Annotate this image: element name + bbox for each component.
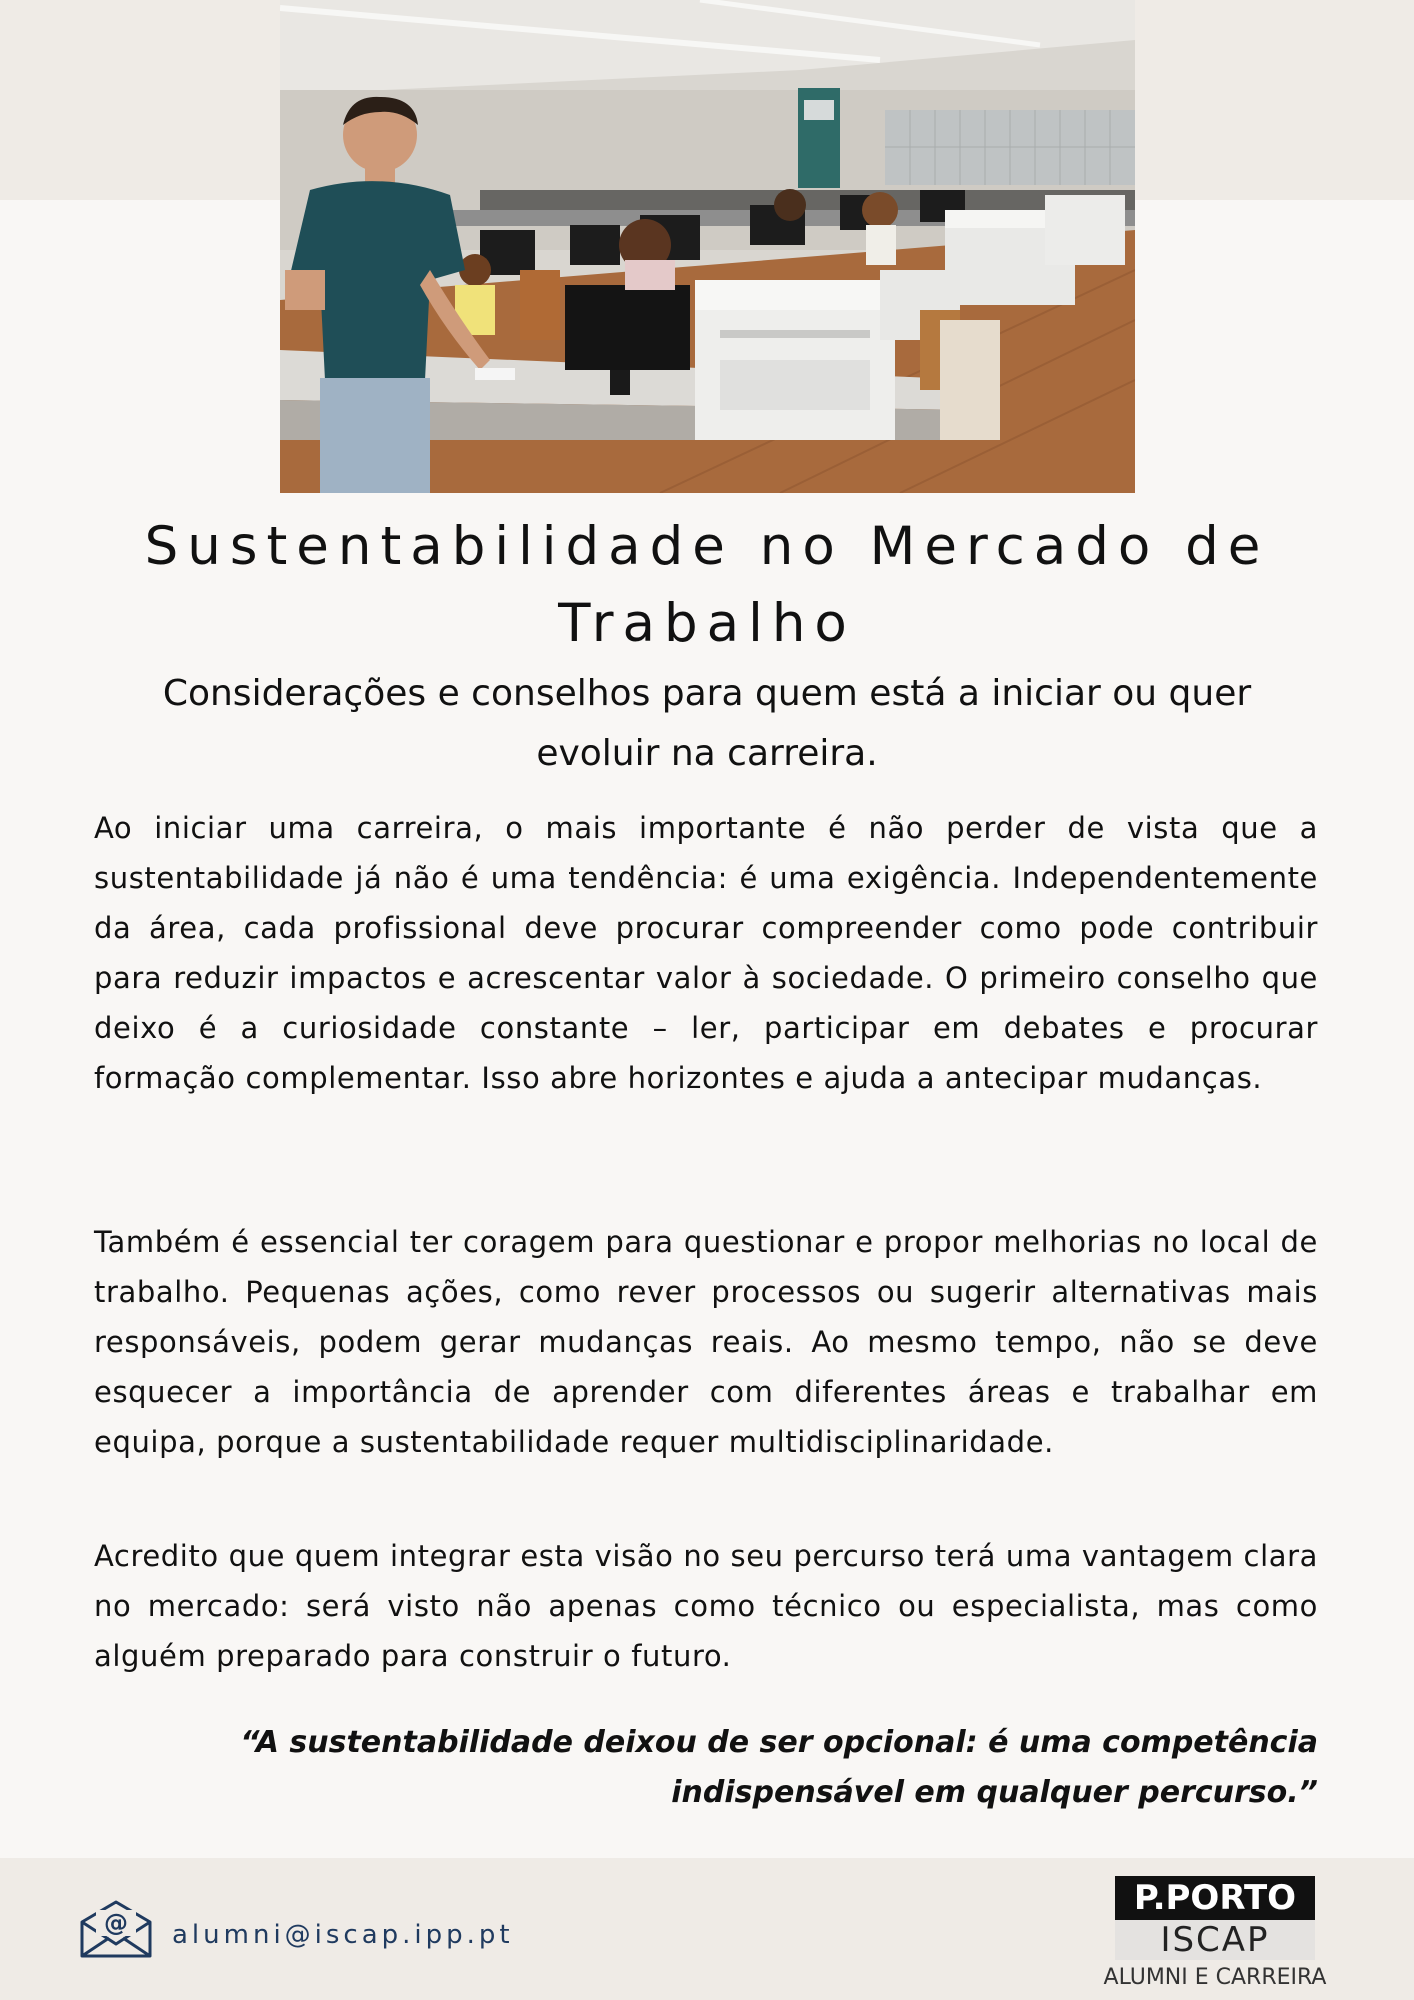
pporto-iscap-logo <box>1100 1874 1330 1996</box>
contact-email-link[interactable]: alumni@iscap.ipp.pt <box>172 1920 514 1950</box>
logo-line3: ALUMNI E CARREIRA <box>1103 1965 1327 1990</box>
logo-line2: ISCAP <box>1115 1920 1315 1960</box>
article-subtitle: Considerações e conselhos para quem está a iniciar ou quer evoluir na carreira. <box>162 673 1252 774</box>
svg-text:@: @ <box>104 1909 128 1937</box>
envelope-at-icon <box>79 1900 153 1958</box>
logo-line1: P.PORTO <box>1115 1876 1315 1920</box>
article-paragraph: Acredito que quem integrar esta visão no seu percurso terá uma vantagem clara no mercado: será visto não apenas como técnico ou especialista, mas como alguém preparado para construir o futuro. <box>94 1539 1318 1673</box>
article-paragraph: Também é essencial ter coragem para questionar e propor melhorias no local de trabalho. Pequenas ações, como rever processos ou sugerir alternativas mais responsáveis, podem gerar mudanças reais. Ao mesmo tempo, não se deve esquecer a importância de aprender com diferentes áreas e trabalhar em equipa, porque a sustentabilidade requer multidisciplinaridade. <box>94 1225 1318 1459</box>
pull-quote: “A sustentabilidade deixou de ser opcional: é uma competência indispensável em qualquer percurso.” <box>240 1725 1318 1810</box>
classroom-photo <box>280 0 1135 493</box>
article-paragraph: Ao iniciar uma carreira, o mais importante é não perder de vista que a sustentabilidade já não é uma tendência: é uma exigência. Independentemente da área, cada profissional deve procurar compreender como pode contribuir para reduzir impactos e acrescentar valor à sociedade. O primeiro conselho que deixo é a curiosidade constante – ler, participar em debates e procurar formação complementar. Isso abre horizontes e ajuda a antecipar mudanças. <box>94 811 1318 1095</box>
article-title: Sustentabilidade no Mercado de Trabalho <box>144 516 1270 654</box>
